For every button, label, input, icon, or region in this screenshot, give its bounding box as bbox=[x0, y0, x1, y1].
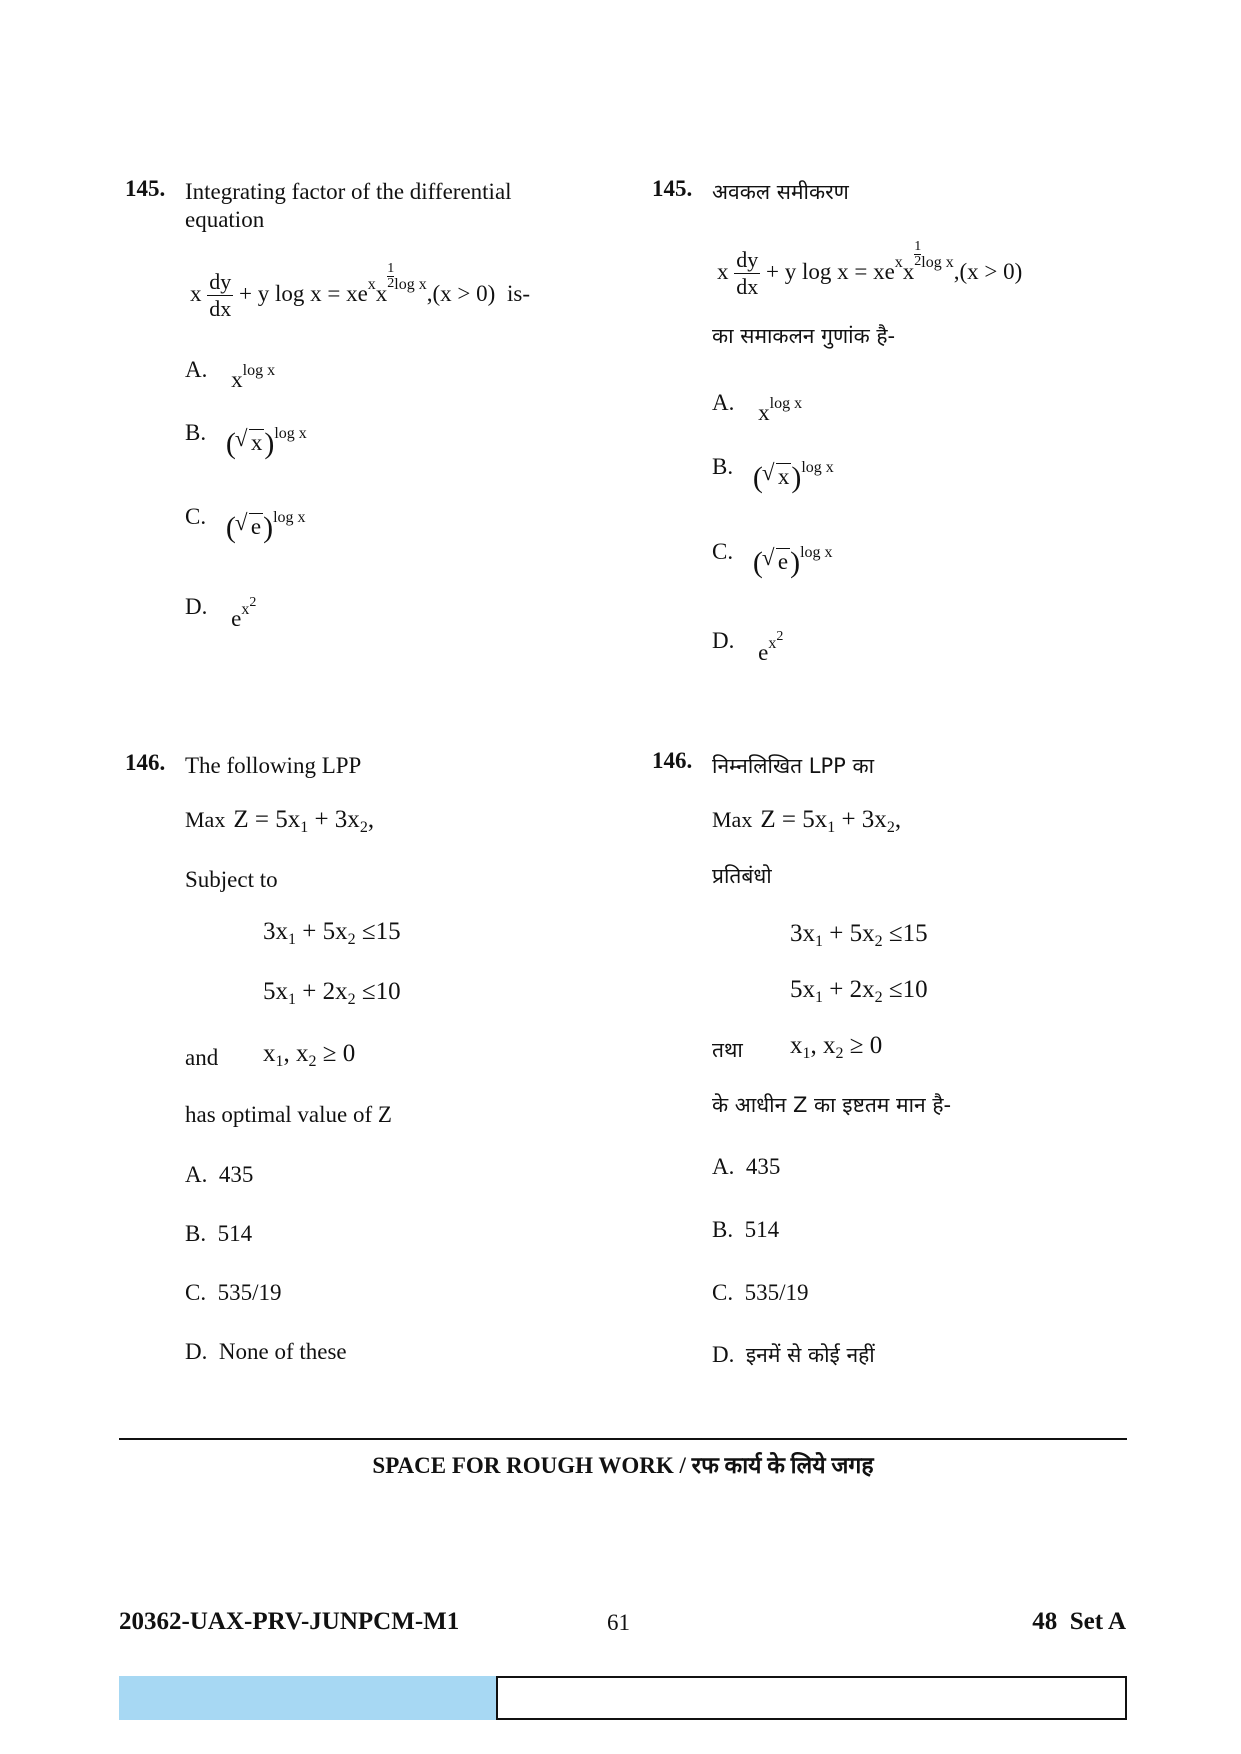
question-text-after: का समाकलन गुणांक है- bbox=[712, 324, 896, 348]
option-value: इनमें से कोई नहीं bbox=[745, 1343, 875, 1367]
option-value: 514 bbox=[217, 1221, 253, 1246]
footer-color-bar bbox=[119, 1676, 496, 1720]
option-label: D. bbox=[185, 1339, 208, 1364]
eq-middle: + y log x = xe bbox=[239, 281, 368, 306]
option-d[interactable] bbox=[712, 617, 784, 665]
constraint-1 bbox=[263, 918, 401, 949]
constraint-1 bbox=[790, 920, 928, 951]
constraint-term: ≤15 bbox=[882, 920, 928, 947]
subscript: 2 bbox=[835, 1045, 844, 1062]
option-value: 514 bbox=[744, 1217, 780, 1242]
eq-exponent: log x bbox=[921, 254, 954, 271]
eq-x: x bbox=[717, 259, 729, 284]
objective-function bbox=[185, 806, 374, 837]
option-label: B. bbox=[185, 1221, 207, 1246]
option-d[interactable] bbox=[185, 583, 257, 631]
option-d[interactable] bbox=[712, 1341, 875, 1369]
eq-x: x bbox=[902, 259, 915, 284]
subscript: 2 bbox=[874, 989, 883, 1006]
objective-function bbox=[712, 806, 901, 837]
question-number: 145. bbox=[652, 176, 693, 201]
option-exponent: log x bbox=[800, 544, 833, 561]
objective-term: + 3x bbox=[835, 806, 887, 833]
option-value: 435 bbox=[745, 1154, 781, 1179]
fraction-denominator: dx bbox=[209, 296, 232, 322]
option-c[interactable] bbox=[185, 1279, 281, 1307]
objective-term: Z = 5x bbox=[233, 806, 301, 833]
constraint-term: ≥ 0 bbox=[843, 1032, 883, 1059]
subscript: 1 bbox=[815, 989, 823, 1006]
option-b[interactable] bbox=[185, 1220, 252, 1248]
option-exponent: 2 bbox=[249, 595, 257, 610]
option-exponent: log x bbox=[274, 425, 307, 442]
option-exponent: log x bbox=[769, 395, 803, 412]
subscript: 2 bbox=[359, 819, 368, 836]
option-a[interactable] bbox=[712, 385, 803, 425]
constraint-term: 3x bbox=[790, 920, 815, 947]
option-b[interactable]: B. (√ x)$^{log x}$ bbox=[712, 449, 834, 485]
option-exponent: x bbox=[241, 601, 250, 618]
set-label: 48 Set A bbox=[1032, 1608, 1126, 1635]
option-label: D. bbox=[712, 628, 735, 653]
question-text: अवकल समीकरण bbox=[712, 180, 849, 204]
paper-code: 20362-UAX-PRV-JUNPCM-M1 bbox=[119, 1608, 460, 1635]
option-exponent: log x bbox=[242, 362, 276, 379]
option-value: 435 bbox=[218, 1162, 254, 1187]
subscript: 2 bbox=[347, 931, 356, 948]
option-label: D. bbox=[712, 1342, 735, 1367]
subscript: 1 bbox=[827, 819, 836, 836]
eq-condition: ,(x > 0) bbox=[953, 259, 1023, 284]
subscript: 1 bbox=[288, 931, 296, 948]
constraint-term: x bbox=[263, 1040, 276, 1067]
constraint-term: x bbox=[790, 1032, 803, 1059]
eq-exponent: x bbox=[894, 254, 903, 271]
option-label: C. bbox=[712, 1280, 734, 1305]
option-base: x bbox=[758, 400, 770, 425]
subscript: 1 bbox=[288, 991, 296, 1008]
question-tail: has optimal value of Z bbox=[185, 1102, 392, 1127]
constraint-term: ≥ 0 bbox=[316, 1040, 356, 1067]
option-base: x bbox=[231, 367, 243, 392]
option-a[interactable] bbox=[712, 1153, 780, 1181]
footer-blank-box bbox=[496, 1676, 1127, 1720]
option-label: A. bbox=[712, 1154, 735, 1179]
square-root: √ e bbox=[776, 548, 790, 575]
option-label: D. bbox=[185, 594, 208, 619]
square-root: √ e bbox=[249, 513, 263, 540]
option-value: 535/19 bbox=[744, 1280, 809, 1305]
question-text-line: equation bbox=[185, 207, 265, 232]
question-number: 145. bbox=[125, 176, 166, 201]
option-a[interactable] bbox=[185, 352, 276, 392]
objective-term: , bbox=[894, 806, 902, 833]
subscript: 2 bbox=[886, 819, 895, 836]
option-c[interactable]: C. (√ e)$^{log x}$ bbox=[712, 534, 833, 570]
constraint-term: , x bbox=[283, 1040, 309, 1067]
option-value: None of these bbox=[218, 1339, 347, 1364]
fraction-numerator: dy bbox=[209, 269, 232, 295]
option-label: A. bbox=[185, 357, 208, 382]
subscript: 1 bbox=[275, 1053, 284, 1070]
option-exponent: log x bbox=[273, 509, 306, 526]
constraint-term: + 5x bbox=[296, 918, 348, 945]
fraction-denominator: 2 bbox=[387, 276, 395, 291]
option-label: C. bbox=[712, 539, 734, 564]
option-label: B. bbox=[712, 454, 734, 479]
subscript: 1 bbox=[815, 933, 823, 950]
option-base: e bbox=[231, 606, 242, 631]
constraint-term: ≤10 bbox=[882, 976, 928, 1003]
constraint-2 bbox=[263, 978, 401, 1009]
question-number: 146. bbox=[652, 748, 693, 773]
constraint-term: , x bbox=[810, 1032, 836, 1059]
dy-dx-fraction bbox=[207, 269, 233, 322]
rough-work-heading: SPACE FOR ROUGH WORK / रफ कार्य के लिये जगह bbox=[372, 1453, 874, 1478]
option-b[interactable] bbox=[712, 1216, 779, 1244]
option-label: B. bbox=[712, 1217, 734, 1242]
option-c[interactable] bbox=[712, 1279, 808, 1307]
question-text bbox=[185, 178, 512, 234]
eq-x: x bbox=[190, 281, 202, 306]
fraction-numerator: dy bbox=[736, 247, 759, 273]
max-label: Max bbox=[185, 807, 226, 832]
eq-exponent: x bbox=[367, 276, 376, 293]
question-text: निम्नलिखित LPP का bbox=[712, 754, 875, 778]
nonnegativity-constraint bbox=[263, 1040, 355, 1071]
option-b[interactable]: B. (√ x)$^{log x}$ bbox=[185, 415, 307, 451]
max-label: Max bbox=[712, 807, 753, 832]
constraint-term: ≤15 bbox=[355, 918, 401, 945]
fraction-numerator: 1 bbox=[914, 239, 922, 254]
square-root: √ x bbox=[249, 429, 265, 456]
subscript: 1 bbox=[300, 819, 309, 836]
option-label: C. bbox=[185, 504, 207, 529]
option-c[interactable]: C. (√ e)$^{log x}$ bbox=[185, 499, 306, 535]
option-a[interactable] bbox=[185, 1161, 253, 1189]
question-tail: के आधीन Z का इष्टतम मान है- bbox=[712, 1093, 952, 1117]
option-base: e bbox=[758, 640, 769, 665]
constraint-term: 3x bbox=[263, 918, 288, 945]
objective-term: , bbox=[367, 806, 375, 833]
dy-dx-fraction bbox=[734, 247, 760, 300]
objective-term: + 3x bbox=[308, 806, 360, 833]
eq-exponent: log x bbox=[394, 276, 427, 293]
option-label: A. bbox=[185, 1162, 208, 1187]
fraction-numerator: 1 bbox=[387, 261, 395, 276]
eq-x: x bbox=[375, 281, 388, 306]
differential-equation bbox=[190, 262, 530, 322]
option-d[interactable] bbox=[185, 1338, 347, 1366]
constraint-term: + 2x bbox=[296, 978, 348, 1005]
subject-to-label: प्रतिबंधो bbox=[712, 864, 772, 888]
objective-term: Z = 5x bbox=[760, 806, 828, 833]
nonnegativity-constraint bbox=[790, 1032, 882, 1063]
constraint-term: ≤10 bbox=[355, 978, 401, 1005]
subscript: 2 bbox=[308, 1053, 317, 1070]
subject-to-label: Subject to bbox=[185, 867, 278, 892]
square-root: √ x bbox=[776, 463, 792, 490]
and-label: तथा bbox=[712, 1038, 743, 1062]
fraction-denominator: 2 bbox=[914, 254, 922, 269]
eq-condition: ,(x > 0) bbox=[426, 281, 496, 306]
eq-suffix: is- bbox=[507, 281, 531, 306]
subscript: 1 bbox=[802, 1045, 811, 1062]
differential-equation bbox=[717, 240, 1022, 300]
and-label: and bbox=[185, 1045, 219, 1070]
option-exponent: 2 bbox=[776, 629, 784, 644]
subscript: 2 bbox=[874, 933, 883, 950]
question-number: 146. bbox=[125, 750, 166, 775]
constraint-term: 5x bbox=[790, 976, 815, 1003]
constraint-term: 5x bbox=[263, 978, 288, 1005]
constraint-term: + 5x bbox=[823, 920, 875, 947]
option-label: A. bbox=[712, 390, 735, 415]
option-value: 535/19 bbox=[217, 1280, 282, 1305]
question-text-line: Integrating factor of the differential bbox=[185, 179, 512, 204]
subscript: 2 bbox=[347, 991, 356, 1008]
question-text: The following LPP bbox=[185, 753, 362, 778]
fraction-denominator: dx bbox=[736, 274, 759, 300]
option-exponent: log x bbox=[801, 459, 834, 476]
eq-middle: + y log x = xe bbox=[766, 259, 895, 284]
option-label: B. bbox=[185, 420, 207, 445]
constraint-term: + 2x bbox=[823, 976, 875, 1003]
option-exponent: x bbox=[768, 635, 777, 652]
page-number: 61 bbox=[607, 1610, 630, 1635]
divider-line bbox=[119, 1438, 1127, 1440]
option-label: C. bbox=[185, 1280, 207, 1305]
constraint-2 bbox=[790, 976, 928, 1007]
